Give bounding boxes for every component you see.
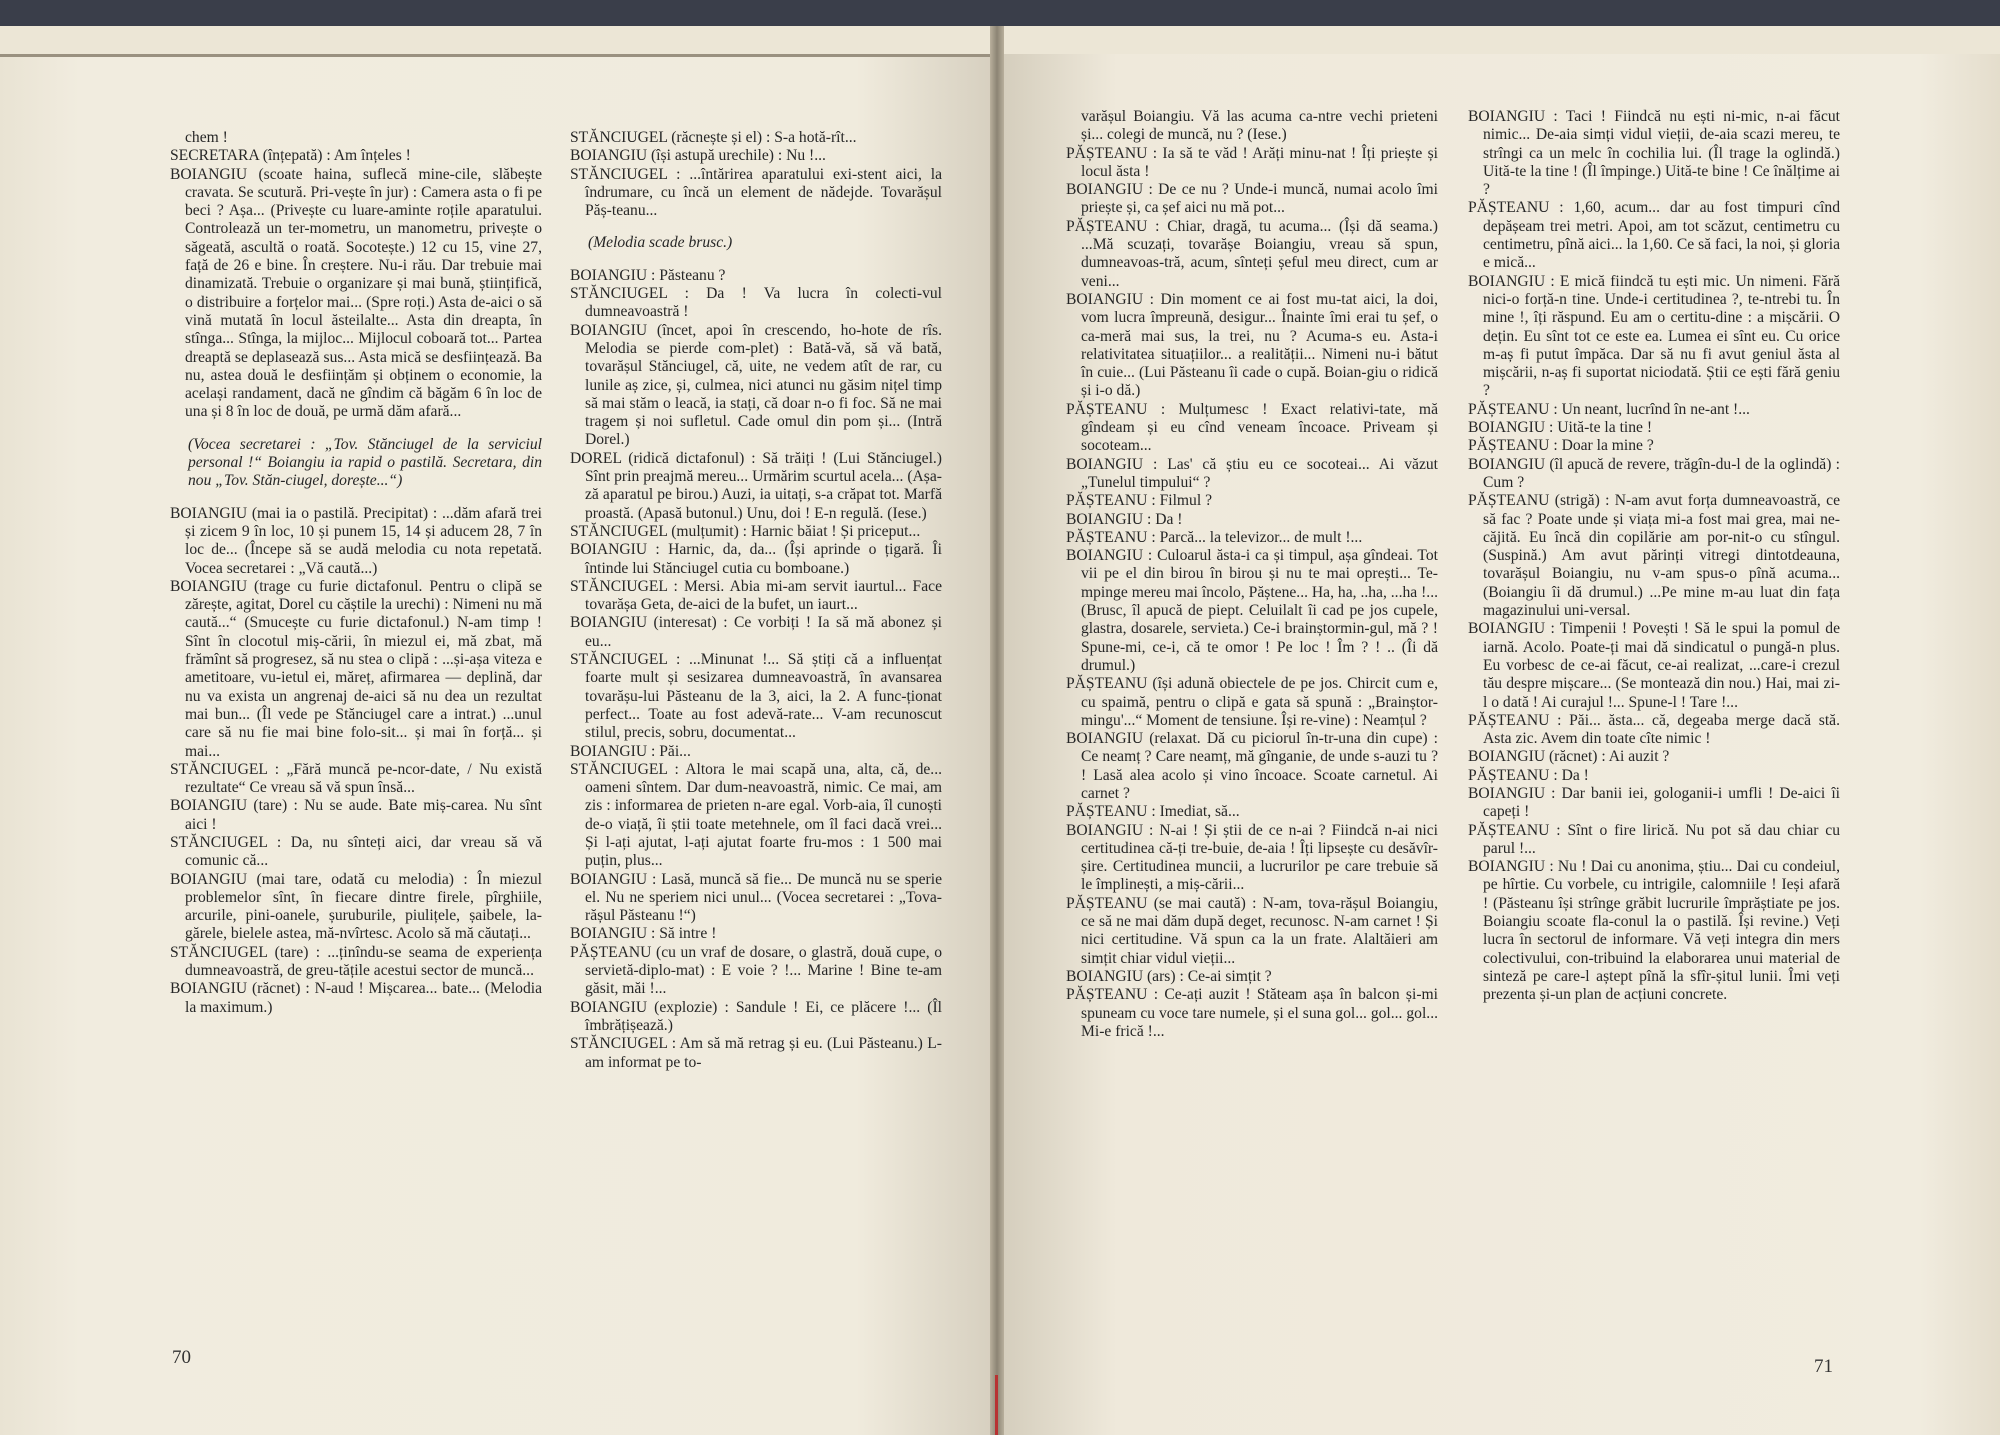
paragraph: BOIANGIU : Păi... (570, 742, 691, 760)
paragraph: PĂȘTEANU : Ce-ați auzit ! Stăteam așa în balcon și-mi spuneam cu voce tare numele, și el suna gol... gol... gol... Mi-e frică !... (1066, 986, 1438, 1040)
paragraph: PĂȘTEANU : Un neant, lucrînd în ne-ant !... (1468, 400, 1750, 418)
paragraph: STĂNCIUGEL : Mersi. Abia mi-am servit iaurtul... Face tovarășa Geta, de-aici de la bufet, un iaurt... (570, 577, 942, 614)
paragraph: BOIANGIU (își astupă urechile) : Nu !... (570, 147, 826, 165)
paragraph: BOIANGIU (îl apucă de revere, trăgîn-du-l de la oglindă) : Cum ? (1468, 455, 1840, 491)
left-page (0, 54, 996, 1435)
right-page-column-1 (1066, 108, 1438, 1041)
paragraph: PĂȘTEANU : Sînt o fire lirică. Nu pot să dau chiar cu parul !... (1468, 821, 1840, 857)
paragraph: BOIANGIU : De ce nu ? Unde-i muncă, numai acolo îmi priește și, ca șef aici nu mă pot... (1066, 181, 1438, 217)
paragraph: PĂȘTEANU : Filmul ? (1066, 492, 1212, 510)
paragraph: BOIANGIU : Las' că știu eu ce socoteai... Ai văzut „Tunelul timpului“ ? (1066, 455, 1438, 491)
paragraph: BOIANGIU : Să intre ! (570, 925, 717, 943)
paragraph: PĂȘTEANU : 1,60, acum... dar au fost timpuri cînd depășeam trei metri. Apoi, am tot scăzut, centimetru cu centimetru, pînă aici... la 1,60. Ce să faci, la noi, și gloria e mică... (1468, 199, 1840, 272)
left-page-column-1 (170, 129, 542, 1017)
paragraph: BOIANGIU : Lasă, muncă să fie... De muncă nu se sperie el. Nu ne speriem nici unul... (Vocea secretarei : „Tova-rășul Păsteanu !“) (570, 870, 942, 925)
paragraph: STĂNCIUGEL (tare) : ...ținîndu-se seama de experiența dumneavoastră, de greu-tățile acestui sector de muncă... (170, 943, 542, 980)
paragraph: PĂȘTEANU (strigă) : N-am avut forța dumneavoastră, ce să fac ? Poate unde și viața mi-a fost mai grea, mai ne-căjită. Eu încă din copilărie am por-nit-o cu stîngul. (Suspină.) Am avut părinți vitregi dintotdeauna, tovarășul Boiangiu, nu v-am spus-o pînă acuma... (Boiangiu îi dă drumul.) ...Pe mine m-au luat din fața magazinului uni-versal. (1468, 492, 1840, 620)
paragraph: BOIANGIU : Harnic, da, da... (Își aprinde o țigară. Îi întinde lui Stănciugel cutia cu bomboane.) (570, 541, 942, 577)
paragraph: BOIANGIU : Dar banii iei, gologanii-i umfli ! De-aici îi capeți ! (1468, 784, 1840, 821)
page-number-left: 70 (172, 1347, 191, 1368)
right-page (996, 54, 2000, 1435)
paragraph: chem ! (185, 129, 228, 146)
paragraph: STĂNCIUGEL (mulțumit) : Harnic băiat ! Și priceput... (570, 522, 921, 540)
paragraph: PĂȘTEANU (cu un vraf de dosare, o glastră, două cupe, o servietă-diplo-mat) : E voie ? !... Marine ! Bine te-am găsit, măi !... (570, 943, 942, 998)
paragraph: BOIANGIU : Nu ! Dai cu anonima, știu... Dai cu condeiul, pe hîrtie. Cu vorbele, cu intrigile, calomniile ! Ieși afară ! (Păsteanu își strînge grăbit lucrurile împrăștiate pe jos. Boiangiu scoate fla-conul la o pastilă. Își revine.) Veți lucra în sectorul de informare. Vă veți integra din mers colectivului, con-tribuind la elaborarea unui material de sinteză pe care-l aștept pînă la sfîr-șitul lunii. Îmi veți prezenta și-un plan de acțiuni concrete. (1468, 858, 1840, 1004)
paragraph: BOIANGIU (ars) : Ce-ai simțit ? (1066, 967, 1272, 985)
paragraph: SECRETARA (înțepată) : Am înțeles ! (170, 147, 411, 165)
paragraph: PĂȘTEANU : Chiar, dragă, tu acuma... (Își dă seama.) ...Mă scuzați, tovarășe Boiangiu, vreau să spun, dumneavoas-tră, acum, sînteți șeful meu direct, cum ar veni... (1066, 217, 1438, 290)
paragraph: PĂȘTEANU : Imediat, să... (1066, 803, 1240, 821)
paragraph: PĂȘTEANU : Doar la mine ? (1468, 437, 1654, 455)
paragraph: STĂNCIUGEL (răcnește și el) : S-a hotă-rît... (570, 129, 857, 146)
paragraph: PĂȘTEANU : Ia să te văd ! Arăți minu-nat ! Îți priește și locul ăsta ! (1066, 144, 1438, 180)
paragraph: BOIANGIU : Taci ! Fiindcă nu ești ni-mic, n-ai făcut nimic... De-aia simți vidul vieții, de-aia scazi mereu, te strîngi ca un melc în cochilia lui. (Îl trage la oglindă.) Uită-te la tine ! (Îl împinge.) Uită-te bine ! Ce înălțime ai ? (1468, 108, 1840, 199)
paragraph: BOIANGIU (relaxat. Dă cu piciorul în-tr-una din cupe) : Ce neamț ? Care neamț, mă gînganie, de unde s-auzi tu ? ! Lasă alea acolo și vino încoace. Scoate carnetul. Ai carnet ? (1066, 730, 1438, 802)
paragraph: BOIANGIU : Din moment ce ai fost mu-tat aici, la doi, vom lucra împreună, desigur... Înainte îmi erai tu șef, o ca-meră mai sus, la trei, nu ? Acuma-s eu. Asta-i relativitatea situațiilor... a realității... Nimeni nu-i bătut în cuie... (Lui Păsteanu îi cade o cupă. Boian-giu o ridică și i-o dă.) (1066, 290, 1438, 400)
paragraph: STĂNCIUGEL : ...întărirea aparatului exi-stent aici, la îndrumare, cu încă un element de nădejde. Tovarășul Păș-teanu... (570, 165, 942, 220)
paragraph: PĂȘTEANU : Parcă... la televizor... de mult !... (1066, 528, 1363, 546)
right-page-column-2 (1468, 108, 1840, 1005)
paragraph: STĂNCIUGEL : Da ! Va lucra în colecti-vul dumneavoastră ! (570, 285, 942, 321)
paragraph: BOIANGIU : Timpenii ! Povești ! Să le spui la pomul de iarnă. Acolo. Poate-ți mai dă sindicatul o pungă-n plus. Eu vorbesc de ce-ai făcut, ce-ai realizat, ...care-i crezul tău despre mișcare... (Se montează din nou.) Hai, mai zi-l o dată ! Ai curajul !... Spune-l ! Tare !... (1468, 620, 1840, 711)
paragraph: varășul Boiangiu. Vă las acuma ca-ntre vechi prieteni și... colegi de muncă, nu ? (Iese.) (1081, 108, 1438, 144)
paragraph: BOIANGIU : Uită-te la tine ! (1468, 419, 1653, 437)
paragraph: PĂȘTEANU (își adună obiectele de pe jos. Chircit cum e, cu spaimă, pentru o clipă e gata să spună : „Brainștor-mingu'...“ Moment de tensiune. Își re-vine) : Neamțul ? (1066, 675, 1438, 729)
paragraph: STĂNCIUGEL : ...Minunat !... Să știți că a influențat foarte mult și sesizarea dumneavoastră, în avansarea tovarășu-lui Păsteanu de la 3, aici, la 2. A func-ționat perfect... Toate au fost adevă-rate... V-am recunoscut stilul, precis, sobru, documentat... (570, 651, 942, 742)
paragraph: STĂNCIUGEL : „Fără muncă pe-ncor-date, / Nu există rezultate“ Ce vreau să vă spun însă... (170, 760, 542, 797)
paragraph: DOREL (ridică dictafonul) : Să trăiți ! (Lui Stănciugel.) Sînt prin preajmă mereu... Urmărim scurtul acela... (Așa-ză aparatul pe birou.) Auzi, ia uitați, s-a crăpat tot. Marfă proastă. (Apasă butonul.) Unu, doi ! E-n regulă. (Iese.) (570, 449, 942, 522)
paragraph: PĂȘTEANU (se mai caută) : N-am, tova-rășul Boiangiu, ce să ne mai dăm după deget, recunosc. N-am carnet ! Și nici certitudine. Vă spun ca la un frate. Alaltăieri am simțit chiar vidul vieții... (1066, 894, 1438, 967)
paragraph: STĂNCIUGEL : Da, nu sînteți aici, dar vreau să vă comunic că... (170, 833, 542, 870)
paragraph: BOIANGIU (explozie) : Sandule ! Ei, ce plăcere !... (Îl îmbrățișează.) (570, 998, 942, 1034)
paragraph: BOIANGIU (răcnet) : Ai auzit ? (1468, 748, 1670, 766)
paragraph: BOIANGIU (trage cu furie dictafonul. Pentru o clipă se zărește, agitat, Dorel cu căștile la urechi) : Nimeni nu mă caută...“ (Smucește cu furie dictafonul.) N-am timp ! Sînt în clocotul miș-cării, în miezul ei, mă zbat, mă frămînt să progresez, să nu stea o clipă : ...și-așa viteza e ametitoare, vu-ietul ei, măreț, afirmarea — deplină, dar nu va exista un angrenaj de-aici să nu dea un rezultat mai bun... (Îl vede pe Stănciugel care a intrat.) ...unul care să nu fie mai bine folo-sit... și mai în forță... și mai... (170, 577, 542, 760)
paragraph: PĂȘTEANU : Da ! (1468, 766, 1589, 784)
paragraph: STĂNCIUGEL : Altora le mai scapă una, alta, că, de... oameni sîntem. Dar dum-neavoastră, nimic. Ce mai, am zis : informarea de prieten n-are egal. Vorb-aia, îl cunoști de-o viață, îi știi toate metehnele, om îl faci dacă vrei... Și l-ați ajutat, l-ați ajutat foarte fru-mos : 1 500 mai puțin, plus... (570, 760, 942, 870)
paragraph: BOIANGIU : E mică fiindcă tu ești mic. Un nimeni. Fără nici-o forță-n tine. Unde-i certitudinea ?, te-ntrebi tu. În mine !, îți răspund. Eu am o certitu-dine : a mișcării. O dețin. Eu sînt tot ce este ea. Lumea ei sînt eu. Cu orice m-aș fi putut împăca. Dar să nu fi avut geniul ăsta al mișcării, n-aș fi suportat niciodată. Știi ce ești fără geniu ? (1468, 272, 1840, 400)
paragraph: (Melodia scade brusc.) (588, 234, 733, 252)
paragraph: BOIANGIU : Păsteanu ? (570, 266, 726, 284)
left-page-column-2 (570, 129, 942, 1072)
paragraph: BOIANGIU : Da ! (1066, 510, 1183, 528)
paragraph: BOIANGIU (încet, apoi în crescendo, ho-hote de rîs. Melodia se pierde com-plet) : Bată-vă, să vă bată, tovarășul Stănciugel, că, uite, ne vedem atît de rar, cu lunile aș zice, și, culmea, nici atunci nu găsim nițel timp să mai stăm o leacă, ia stați, că doar n-o fi foc. Să ne mai tragem și noi sufletul. Cade omul din pom și... (Intră Dorel.) (570, 321, 942, 449)
paragraph: BOIANGIU (tare) : Nu se aude. Bate miș-carea. Nu sînt aici ! (170, 797, 542, 833)
paragraph: BOIANGIU (răcnet) : N-aud ! Mișcarea... bate... (Melodia la maximum.) (170, 980, 542, 1016)
paragraph: BOIANGIU (mai ia o pastilă. Precipitat) : ...dăm afară trei și zicem 9 în loc, 10 și punem 15, 14 și aducem 28, 7 în loc de... (Începe să se audă melodia cu nota repetată. Vocea secretarei : „Vă caută...) (170, 504, 542, 577)
book-gutter (990, 26, 1004, 1435)
paragraph: BOIANGIU (interesat) : Ce vorbiți ! Ia să mă abonez și eu... (570, 614, 942, 650)
paragraph: PĂȘTEANU : Mulțumesc ! Exact relativi-tate, mă gîndeam și eu cînd veneam încoace. Priveam și socoteam... (1066, 400, 1438, 455)
page-number-right: 71 (1814, 1356, 1833, 1377)
paragraph: BOIANGIU : N-ai ! Și știi de ce n-ai ? Fiindcă n-ai nici certitudinea că-ți tre-buie, de-aia ! Îți lipsește cu desăvîr-șire. Certitudinea muncii, a lucrurilor pe care trebuie să le împlinești, a miș-cării... (1066, 821, 1438, 894)
paragraph: BOIANGIU : Culoarul ăsta-i ca și timpul, așa gîndeai. Tot vii pe el din birou în birou și nu te mai oprești... Te-mpinge mereu mai încolo, Păștene... Ha, ha, ..ha, ...ha !... (Brusc, îl apucă de piept. Celuilalt îi cad pe jos cupele, glastra, dosarele, servieta.) Ce-i brainștormin-gul, mă ? ! Spune-mi, ce-i, că te omor ! Pe loc ! Îm ? ! .. (Îi dă drumul.) (1066, 547, 1438, 674)
paragraph: PĂȘTEANU : Păi... ăsta... că, degeaba merge dacă stă. Asta zic. Avem din toate cîte nimic ! (1468, 711, 1840, 748)
paragraph: STĂNCIUGEL : Am să mă retrag și eu. (Lui Păsteanu.) L-am informat pe to- (570, 1035, 942, 1071)
paragraph: (Vocea secretarei : „Tov. Stănciugel de la serviciul personal !“ Boiangiu ia rapid o pastilă. Secretara, din nou „Tov. Stăn-ciugel, dorește...“) (188, 435, 542, 490)
paragraph: BOIANGIU (mai tare, odată cu melodia) : În miezul problemelor sînt, în fiecare dintre firele, pîrghiile, arcurile, pini-oanele, șuruburile, piulițele, șaibele, la-gărele, bielele astea, mă-nvîrtesc. Acolo să mă căutați... (170, 870, 542, 943)
paragraph: BOIANGIU (scoate haina, suflecă mine-cile, slăbește cravata. Se scutură. Pri-vește în jur) : Camera asta o fi pe beci ? Așa... (Privește cu luare-aminte roțile aparatului. Controlează un ter-mometru, un manometru, privește o săgeată, ascultă o roată. Socotește.) 12 cu 15, vine 27, față de 26 e bine. În creștere. Nu-i rău. Dar trebuie mai dinamizată. Trebuie o organizare și mai bună, științifică, o distribuire a forțelor mai... (Spre roți.) Asta de-aici o să vină mutată în locul ăsteilalte... Asta din dreapta, în stînga... Stînga, la mijloc... Mijlocul coboară tot... Partea dreaptă se deplasează sus... Asta mică se desființează. Ba nu, astea două le desființăm și obținem o economie, la același randament, dacă ne gîndim că băgăm 6 în loc de una și 8 în loc de două, pe urmă dăm afară... (170, 165, 542, 421)
